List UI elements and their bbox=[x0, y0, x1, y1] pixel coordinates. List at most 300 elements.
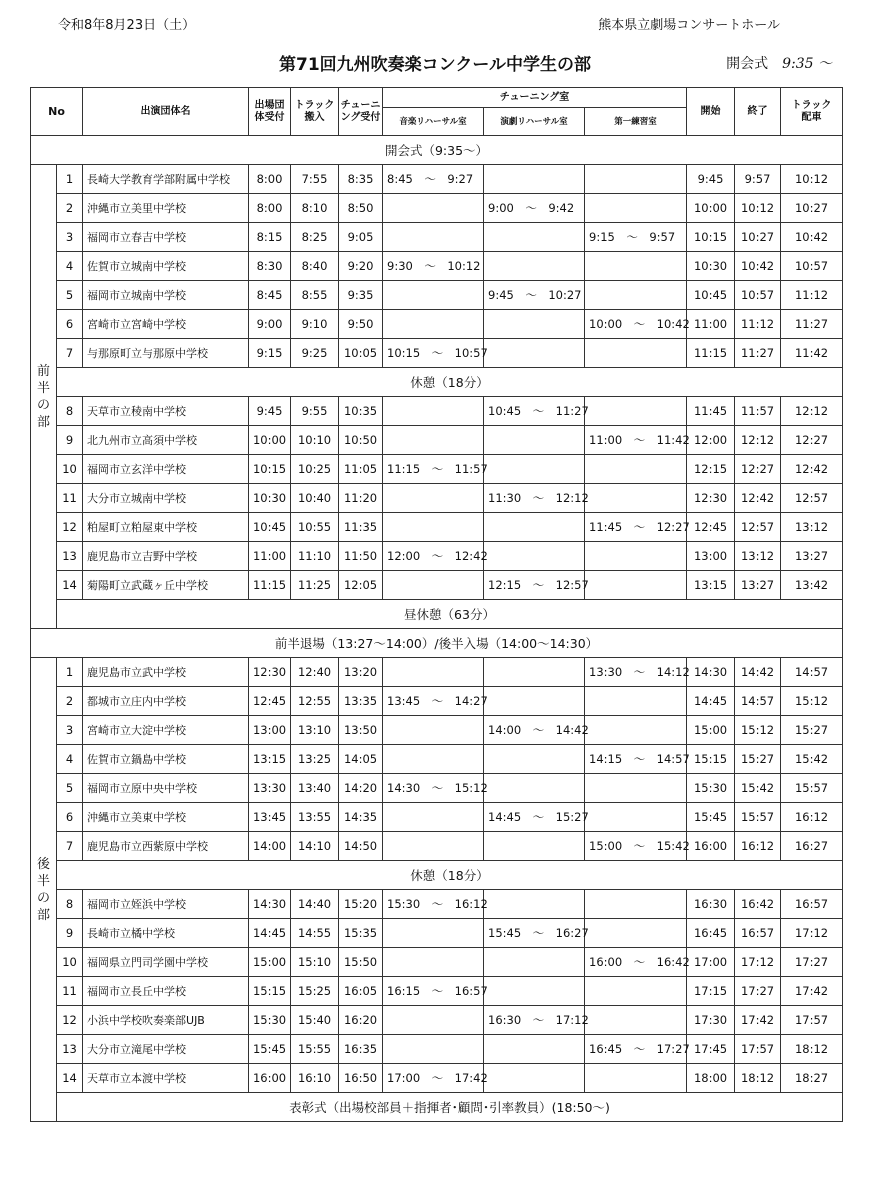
cell-truck-in: 15:55 bbox=[291, 1035, 339, 1064]
cell-end: 10:57 bbox=[735, 281, 781, 310]
cell-room2 bbox=[484, 455, 585, 484]
cell-truck-in: 11:10 bbox=[291, 542, 339, 571]
cell-tuning: 9:05 bbox=[339, 223, 383, 252]
cell-room2 bbox=[484, 252, 585, 281]
cell-room1: 12:00 ～ 12:42 bbox=[383, 542, 484, 571]
table-row bbox=[31, 281, 843, 310]
table-row bbox=[31, 1064, 843, 1093]
cell-reception: 10:45 bbox=[249, 513, 291, 542]
cell-room1 bbox=[383, 397, 484, 426]
cell-reception: 12:30 bbox=[249, 658, 291, 687]
opening-label: 開会式 bbox=[726, 56, 769, 72]
cell-room3: 11:00 ～ 11:42 bbox=[585, 426, 687, 455]
row-number: 4 bbox=[57, 252, 83, 281]
table-row bbox=[31, 426, 843, 455]
cell-truck-in: 7:55 bbox=[291, 165, 339, 194]
col-tuning-room: チューニング室 bbox=[383, 88, 687, 108]
table-row bbox=[31, 745, 843, 774]
cell-reception: 8:00 bbox=[249, 194, 291, 223]
cell-reception: 13:15 bbox=[249, 745, 291, 774]
cell-start: 15:30 bbox=[687, 774, 735, 803]
cell-truck-load: 15:27 bbox=[781, 716, 843, 745]
awards-ceremony-row bbox=[31, 1093, 843, 1122]
cell-end: 12:12 bbox=[735, 426, 781, 455]
table-row bbox=[31, 948, 843, 977]
cell-room3 bbox=[585, 484, 687, 513]
cell-reception: 15:00 bbox=[249, 948, 291, 977]
cell-room1 bbox=[383, 281, 484, 310]
cell-end: 10:27 bbox=[735, 223, 781, 252]
cell-room2 bbox=[484, 1035, 585, 1064]
cell-start: 17:45 bbox=[687, 1035, 735, 1064]
cell-room2 bbox=[484, 948, 585, 977]
row-number: 6 bbox=[57, 803, 83, 832]
cell-room2 bbox=[484, 658, 585, 687]
col-reception: 出場団 体受付 bbox=[249, 88, 291, 136]
cell-tuning: 14:20 bbox=[339, 774, 383, 803]
school-name: 北九州市立高須中学校 bbox=[83, 426, 249, 455]
cell-room2 bbox=[484, 832, 585, 861]
cell-truck-load: 17:12 bbox=[781, 919, 843, 948]
table-row bbox=[31, 542, 843, 571]
cell-truck-load: 10:57 bbox=[781, 252, 843, 281]
venue-name: 熊本県立劇場コンサートホール bbox=[598, 18, 780, 33]
cell-tuning: 15:35 bbox=[339, 919, 383, 948]
cell-room2: 14:45 ～ 15:27 bbox=[484, 803, 585, 832]
cell-truck-load: 12:12 bbox=[781, 397, 843, 426]
cell-truck-in: 10:10 bbox=[291, 426, 339, 455]
cell-room1 bbox=[383, 803, 484, 832]
opening-ceremony-row-label: 開会式（9:35～） bbox=[31, 136, 843, 165]
cell-reception: 15:45 bbox=[249, 1035, 291, 1064]
opening-time-value: 9:35 ～ bbox=[782, 56, 832, 72]
school-name: 鹿児島市立西紫原中学校 bbox=[83, 832, 249, 861]
cell-end: 14:57 bbox=[735, 687, 781, 716]
cell-tuning: 14:05 bbox=[339, 745, 383, 774]
row-number: 9 bbox=[57, 919, 83, 948]
row-number: 14 bbox=[57, 571, 83, 600]
header-row bbox=[31, 88, 843, 108]
cell-tuning: 10:35 bbox=[339, 397, 383, 426]
row-number: 14 bbox=[57, 1064, 83, 1093]
opening-ceremony-row bbox=[31, 136, 843, 165]
cell-truck-in: 9:25 bbox=[291, 339, 339, 368]
cell-room2: 16:30 ～ 17:12 bbox=[484, 1006, 585, 1035]
cell-reception: 11:00 bbox=[249, 542, 291, 571]
cell-truck-load: 12:27 bbox=[781, 426, 843, 455]
cell-start: 10:15 bbox=[687, 223, 735, 252]
cell-room1 bbox=[383, 484, 484, 513]
cell-room1: 11:15 ～ 11:57 bbox=[383, 455, 484, 484]
cell-room1 bbox=[383, 948, 484, 977]
cell-tuning: 16:05 bbox=[339, 977, 383, 1006]
opening-time bbox=[726, 53, 832, 73]
school-name: 福岡市立姪浜中学校 bbox=[83, 890, 249, 919]
col-room-practice: 第一練習室 bbox=[585, 108, 687, 136]
table-row bbox=[31, 774, 843, 803]
cell-truck-load: 13:42 bbox=[781, 571, 843, 600]
cell-truck-load: 15:42 bbox=[781, 745, 843, 774]
cell-room3: 16:45 ～ 17:27 bbox=[585, 1035, 687, 1064]
cell-truck-in: 9:10 bbox=[291, 310, 339, 339]
cell-truck-in: 13:40 bbox=[291, 774, 339, 803]
school-name: 大分市立滝尾中学校 bbox=[83, 1035, 249, 1064]
col-end: 終了 bbox=[735, 88, 781, 136]
cell-truck-load: 10:42 bbox=[781, 223, 843, 252]
cell-room2: 9:00 ～ 9:42 bbox=[484, 194, 585, 223]
cell-room2 bbox=[484, 165, 585, 194]
cell-room2 bbox=[484, 223, 585, 252]
table-row bbox=[31, 919, 843, 948]
cell-truck-load: 12:42 bbox=[781, 455, 843, 484]
cell-room3: 11:45 ～ 12:27 bbox=[585, 513, 687, 542]
cell-room2 bbox=[484, 745, 585, 774]
table-row bbox=[31, 803, 843, 832]
cell-tuning: 9:35 bbox=[339, 281, 383, 310]
cell-room3 bbox=[585, 455, 687, 484]
cell-room3 bbox=[585, 803, 687, 832]
cell-room1: 13:45 ～ 14:27 bbox=[383, 687, 484, 716]
row-number: 11 bbox=[57, 484, 83, 513]
cell-room3 bbox=[585, 1064, 687, 1093]
school-name: 宮崎市立大淀中学校 bbox=[83, 716, 249, 745]
cell-room3 bbox=[585, 687, 687, 716]
cell-room2 bbox=[484, 687, 585, 716]
first-half-label: 前 半 の 部 bbox=[31, 165, 57, 629]
row-number: 8 bbox=[57, 890, 83, 919]
cell-start: 12:15 bbox=[687, 455, 735, 484]
table-row bbox=[31, 513, 843, 542]
col-truck-in: トラック 搬入 bbox=[291, 88, 339, 136]
cell-start: 10:00 bbox=[687, 194, 735, 223]
cell-room3 bbox=[585, 252, 687, 281]
school-name: 長崎大学教育学部附属中学校 bbox=[83, 165, 249, 194]
cell-room2: 11:30 ～ 12:12 bbox=[484, 484, 585, 513]
cell-tuning: 13:20 bbox=[339, 658, 383, 687]
cell-truck-in: 15:25 bbox=[291, 977, 339, 1006]
cell-truck-in: 13:25 bbox=[291, 745, 339, 774]
cell-truck-in: 8:10 bbox=[291, 194, 339, 223]
cell-truck-load: 16:12 bbox=[781, 803, 843, 832]
cell-room3 bbox=[585, 281, 687, 310]
cell-room1: 10:15 ～ 10:57 bbox=[383, 339, 484, 368]
cell-reception: 14:00 bbox=[249, 832, 291, 861]
cell-end: 17:42 bbox=[735, 1006, 781, 1035]
cell-truck-in: 14:10 bbox=[291, 832, 339, 861]
table-row bbox=[31, 658, 843, 687]
cell-end: 17:57 bbox=[735, 1035, 781, 1064]
cell-room1 bbox=[383, 310, 484, 339]
cell-truck-load: 16:57 bbox=[781, 890, 843, 919]
cell-end: 10:12 bbox=[735, 194, 781, 223]
cell-room2 bbox=[484, 890, 585, 919]
cell-reception: 12:45 bbox=[249, 687, 291, 716]
cell-end: 16:42 bbox=[735, 890, 781, 919]
cell-end: 12:57 bbox=[735, 513, 781, 542]
cell-room1: 9:30 ～ 10:12 bbox=[383, 252, 484, 281]
cell-reception: 14:45 bbox=[249, 919, 291, 948]
cell-reception: 13:30 bbox=[249, 774, 291, 803]
school-name: 佐賀市立城南中学校 bbox=[83, 252, 249, 281]
cell-room2 bbox=[484, 774, 585, 803]
cell-truck-load: 11:27 bbox=[781, 310, 843, 339]
cell-tuning: 8:50 bbox=[339, 194, 383, 223]
table-row bbox=[31, 397, 843, 426]
cell-room3: 13:30 ～ 14:12 bbox=[585, 658, 687, 687]
schedule-body bbox=[31, 136, 843, 1122]
awards-ceremony-row-label: 表彰式（出場校部員＋指揮者･顧問･引率教員）(18:50～) bbox=[57, 1093, 843, 1122]
transition-row-label: 前半退場（13:27～14:00）/後半入場（14:00～14:30） bbox=[31, 629, 843, 658]
cell-end: 15:12 bbox=[735, 716, 781, 745]
school-name: 都城市立庄内中学校 bbox=[83, 687, 249, 716]
cell-room1: 15:30 ～ 16:12 bbox=[383, 890, 484, 919]
table-row bbox=[31, 977, 843, 1006]
cell-truck-in: 14:40 bbox=[291, 890, 339, 919]
table-row bbox=[31, 339, 843, 368]
cell-start: 13:15 bbox=[687, 571, 735, 600]
cell-tuning: 8:35 bbox=[339, 165, 383, 194]
table-row bbox=[31, 1035, 843, 1064]
cell-start: 12:30 bbox=[687, 484, 735, 513]
cell-room3: 16:00 ～ 16:42 bbox=[585, 948, 687, 977]
cell-truck-load: 13:27 bbox=[781, 542, 843, 571]
cell-room1 bbox=[383, 658, 484, 687]
row-number: 12 bbox=[57, 1006, 83, 1035]
school-name: 福岡市立長丘中学校 bbox=[83, 977, 249, 1006]
cell-end: 16:12 bbox=[735, 832, 781, 861]
row-number: 12 bbox=[57, 513, 83, 542]
table-row bbox=[31, 1006, 843, 1035]
cell-start: 15:00 bbox=[687, 716, 735, 745]
row-number: 3 bbox=[57, 716, 83, 745]
break-row-2 bbox=[31, 861, 843, 890]
cell-room1: 14:30 ～ 15:12 bbox=[383, 774, 484, 803]
cell-tuning: 13:50 bbox=[339, 716, 383, 745]
cell-room3 bbox=[585, 890, 687, 919]
cell-end: 9:57 bbox=[735, 165, 781, 194]
cell-reception: 13:45 bbox=[249, 803, 291, 832]
cell-tuning: 10:50 bbox=[339, 426, 383, 455]
cell-room2: 15:45 ～ 16:27 bbox=[484, 919, 585, 948]
cell-end: 12:27 bbox=[735, 455, 781, 484]
cell-end: 13:27 bbox=[735, 571, 781, 600]
cell-start: 17:30 bbox=[687, 1006, 735, 1035]
cell-room1 bbox=[383, 426, 484, 455]
row-number: 10 bbox=[57, 948, 83, 977]
cell-room1 bbox=[383, 194, 484, 223]
cell-room1: 17:00 ～ 17:42 bbox=[383, 1064, 484, 1093]
table-row bbox=[31, 484, 843, 513]
cell-truck-in: 12:40 bbox=[291, 658, 339, 687]
lunch-break-row-label: 昼休憩（63分） bbox=[57, 600, 843, 629]
cell-end: 15:27 bbox=[735, 745, 781, 774]
cell-start: 16:45 bbox=[687, 919, 735, 948]
cell-start: 13:00 bbox=[687, 542, 735, 571]
col-room-drama: 演劇リハーサル室 bbox=[484, 108, 585, 136]
cell-start: 18:00 bbox=[687, 1064, 735, 1093]
school-name: 鹿児島市立吉野中学校 bbox=[83, 542, 249, 571]
cell-start: 10:30 bbox=[687, 252, 735, 281]
cell-truck-load: 17:57 bbox=[781, 1006, 843, 1035]
row-number: 13 bbox=[57, 542, 83, 571]
row-number: 13 bbox=[57, 1035, 83, 1064]
cell-truck-load: 16:27 bbox=[781, 832, 843, 861]
row-number: 10 bbox=[57, 455, 83, 484]
cell-truck-load: 17:27 bbox=[781, 948, 843, 977]
cell-tuning: 10:05 bbox=[339, 339, 383, 368]
cell-truck-load: 18:12 bbox=[781, 1035, 843, 1064]
col-room-music: 音楽リハーサル室 bbox=[383, 108, 484, 136]
cell-tuning: 16:20 bbox=[339, 1006, 383, 1035]
school-name: 福岡市立春吉中学校 bbox=[83, 223, 249, 252]
cell-tuning: 9:20 bbox=[339, 252, 383, 281]
cell-room2 bbox=[484, 977, 585, 1006]
cell-room1 bbox=[383, 571, 484, 600]
row-number: 1 bbox=[57, 658, 83, 687]
cell-room3 bbox=[585, 194, 687, 223]
school-name: 長崎市立橘中学校 bbox=[83, 919, 249, 948]
table-row bbox=[31, 687, 843, 716]
cell-room2 bbox=[484, 513, 585, 542]
cell-end: 11:12 bbox=[735, 310, 781, 339]
cell-reception: 9:00 bbox=[249, 310, 291, 339]
cell-tuning: 16:50 bbox=[339, 1064, 383, 1093]
col-name: 出演団体名 bbox=[83, 88, 249, 136]
cell-room3: 15:00 ～ 15:42 bbox=[585, 832, 687, 861]
school-name: 大分市立城南中学校 bbox=[83, 484, 249, 513]
cell-reception: 10:30 bbox=[249, 484, 291, 513]
cell-room3 bbox=[585, 716, 687, 745]
row-number: 5 bbox=[57, 774, 83, 803]
school-name: 沖縄市立美東中学校 bbox=[83, 803, 249, 832]
cell-room3: 14:15 ～ 14:57 bbox=[585, 745, 687, 774]
school-name: 福岡市立城南中学校 bbox=[83, 281, 249, 310]
school-name: 小浜中学校吹奏楽部UJB bbox=[83, 1006, 249, 1035]
cell-tuning: 11:50 bbox=[339, 542, 383, 571]
lunch-break-row bbox=[31, 600, 843, 629]
cell-reception: 13:00 bbox=[249, 716, 291, 745]
cell-start: 10:45 bbox=[687, 281, 735, 310]
cell-truck-load: 17:42 bbox=[781, 977, 843, 1006]
cell-start: 9:45 bbox=[687, 165, 735, 194]
cell-reception: 8:30 bbox=[249, 252, 291, 281]
cell-reception: 11:15 bbox=[249, 571, 291, 600]
cell-reception: 15:30 bbox=[249, 1006, 291, 1035]
cell-truck-in: 8:25 bbox=[291, 223, 339, 252]
school-name: 鹿児島市立武中学校 bbox=[83, 658, 249, 687]
cell-tuning: 13:35 bbox=[339, 687, 383, 716]
page-title: 第71回九州吹奏楽コンクール中学生の部 bbox=[279, 55, 591, 75]
cell-reception: 16:00 bbox=[249, 1064, 291, 1093]
cell-reception: 10:15 bbox=[249, 455, 291, 484]
table-row bbox=[31, 310, 843, 339]
school-name: 沖縄市立美里中学校 bbox=[83, 194, 249, 223]
cell-reception: 8:45 bbox=[249, 281, 291, 310]
row-number: 7 bbox=[57, 832, 83, 861]
cell-start: 12:00 bbox=[687, 426, 735, 455]
row-number: 4 bbox=[57, 745, 83, 774]
school-name: 福岡市立原中央中学校 bbox=[83, 774, 249, 803]
cell-truck-in: 8:40 bbox=[291, 252, 339, 281]
cell-room1 bbox=[383, 745, 484, 774]
cell-room3 bbox=[585, 977, 687, 1006]
cell-room2: 14:00 ～ 14:42 bbox=[484, 716, 585, 745]
cell-truck-load: 10:27 bbox=[781, 194, 843, 223]
cell-reception: 14:30 bbox=[249, 890, 291, 919]
cell-tuning: 11:05 bbox=[339, 455, 383, 484]
cell-end: 11:57 bbox=[735, 397, 781, 426]
row-number: 6 bbox=[57, 310, 83, 339]
cell-room2 bbox=[484, 339, 585, 368]
cell-reception: 9:15 bbox=[249, 339, 291, 368]
cell-truck-load: 14:57 bbox=[781, 658, 843, 687]
cell-end: 16:57 bbox=[735, 919, 781, 948]
cell-reception: 15:15 bbox=[249, 977, 291, 1006]
cell-truck-load: 15:12 bbox=[781, 687, 843, 716]
cell-truck-in: 14:55 bbox=[291, 919, 339, 948]
cell-room3: 10:00 ～ 10:42 bbox=[585, 310, 687, 339]
cell-start: 11:15 bbox=[687, 339, 735, 368]
cell-tuning: 14:50 bbox=[339, 832, 383, 861]
cell-room1 bbox=[383, 1006, 484, 1035]
cell-start: 14:30 bbox=[687, 658, 735, 687]
cell-truck-in: 16:10 bbox=[291, 1064, 339, 1093]
transition-row bbox=[31, 629, 843, 658]
cell-truck-in: 12:55 bbox=[291, 687, 339, 716]
break-row-1 bbox=[31, 368, 843, 397]
schedule-table bbox=[30, 87, 843, 1122]
break-row-1-label: 休憩（18分） bbox=[57, 368, 843, 397]
table-row bbox=[31, 165, 843, 194]
cell-start: 17:15 bbox=[687, 977, 735, 1006]
cell-room3 bbox=[585, 339, 687, 368]
cell-truck-in: 15:40 bbox=[291, 1006, 339, 1035]
row-number: 2 bbox=[57, 194, 83, 223]
school-name: 福岡県立門司学園中学校 bbox=[83, 948, 249, 977]
cell-room1: 16:15 ～ 16:57 bbox=[383, 977, 484, 1006]
cell-truck-in: 9:55 bbox=[291, 397, 339, 426]
cell-truck-in: 10:25 bbox=[291, 455, 339, 484]
cell-reception: 9:45 bbox=[249, 397, 291, 426]
row-number: 11 bbox=[57, 977, 83, 1006]
cell-tuning: 9:50 bbox=[339, 310, 383, 339]
cell-room3 bbox=[585, 571, 687, 600]
cell-truck-in: 15:10 bbox=[291, 948, 339, 977]
table-row bbox=[31, 455, 843, 484]
table-row bbox=[31, 252, 843, 281]
school-name: 天草市立稜南中学校 bbox=[83, 397, 249, 426]
row-number: 9 bbox=[57, 426, 83, 455]
table-row bbox=[31, 571, 843, 600]
row-number: 3 bbox=[57, 223, 83, 252]
cell-room3 bbox=[585, 165, 687, 194]
school-name: 宮崎市立宮崎中学校 bbox=[83, 310, 249, 339]
table-row bbox=[31, 223, 843, 252]
cell-room2: 12:15 ～ 12:57 bbox=[484, 571, 585, 600]
col-truck-load: トラック 配車 bbox=[781, 88, 843, 136]
cell-end: 10:42 bbox=[735, 252, 781, 281]
cell-room1 bbox=[383, 716, 484, 745]
cell-end: 11:27 bbox=[735, 339, 781, 368]
table-row bbox=[31, 890, 843, 919]
row-number: 5 bbox=[57, 281, 83, 310]
cell-reception: 10:00 bbox=[249, 426, 291, 455]
cell-end: 14:42 bbox=[735, 658, 781, 687]
cell-tuning: 15:50 bbox=[339, 948, 383, 977]
col-start: 開始 bbox=[687, 88, 735, 136]
cell-start: 12:45 bbox=[687, 513, 735, 542]
document-date: 令和8年8月23日（土） bbox=[58, 18, 196, 33]
